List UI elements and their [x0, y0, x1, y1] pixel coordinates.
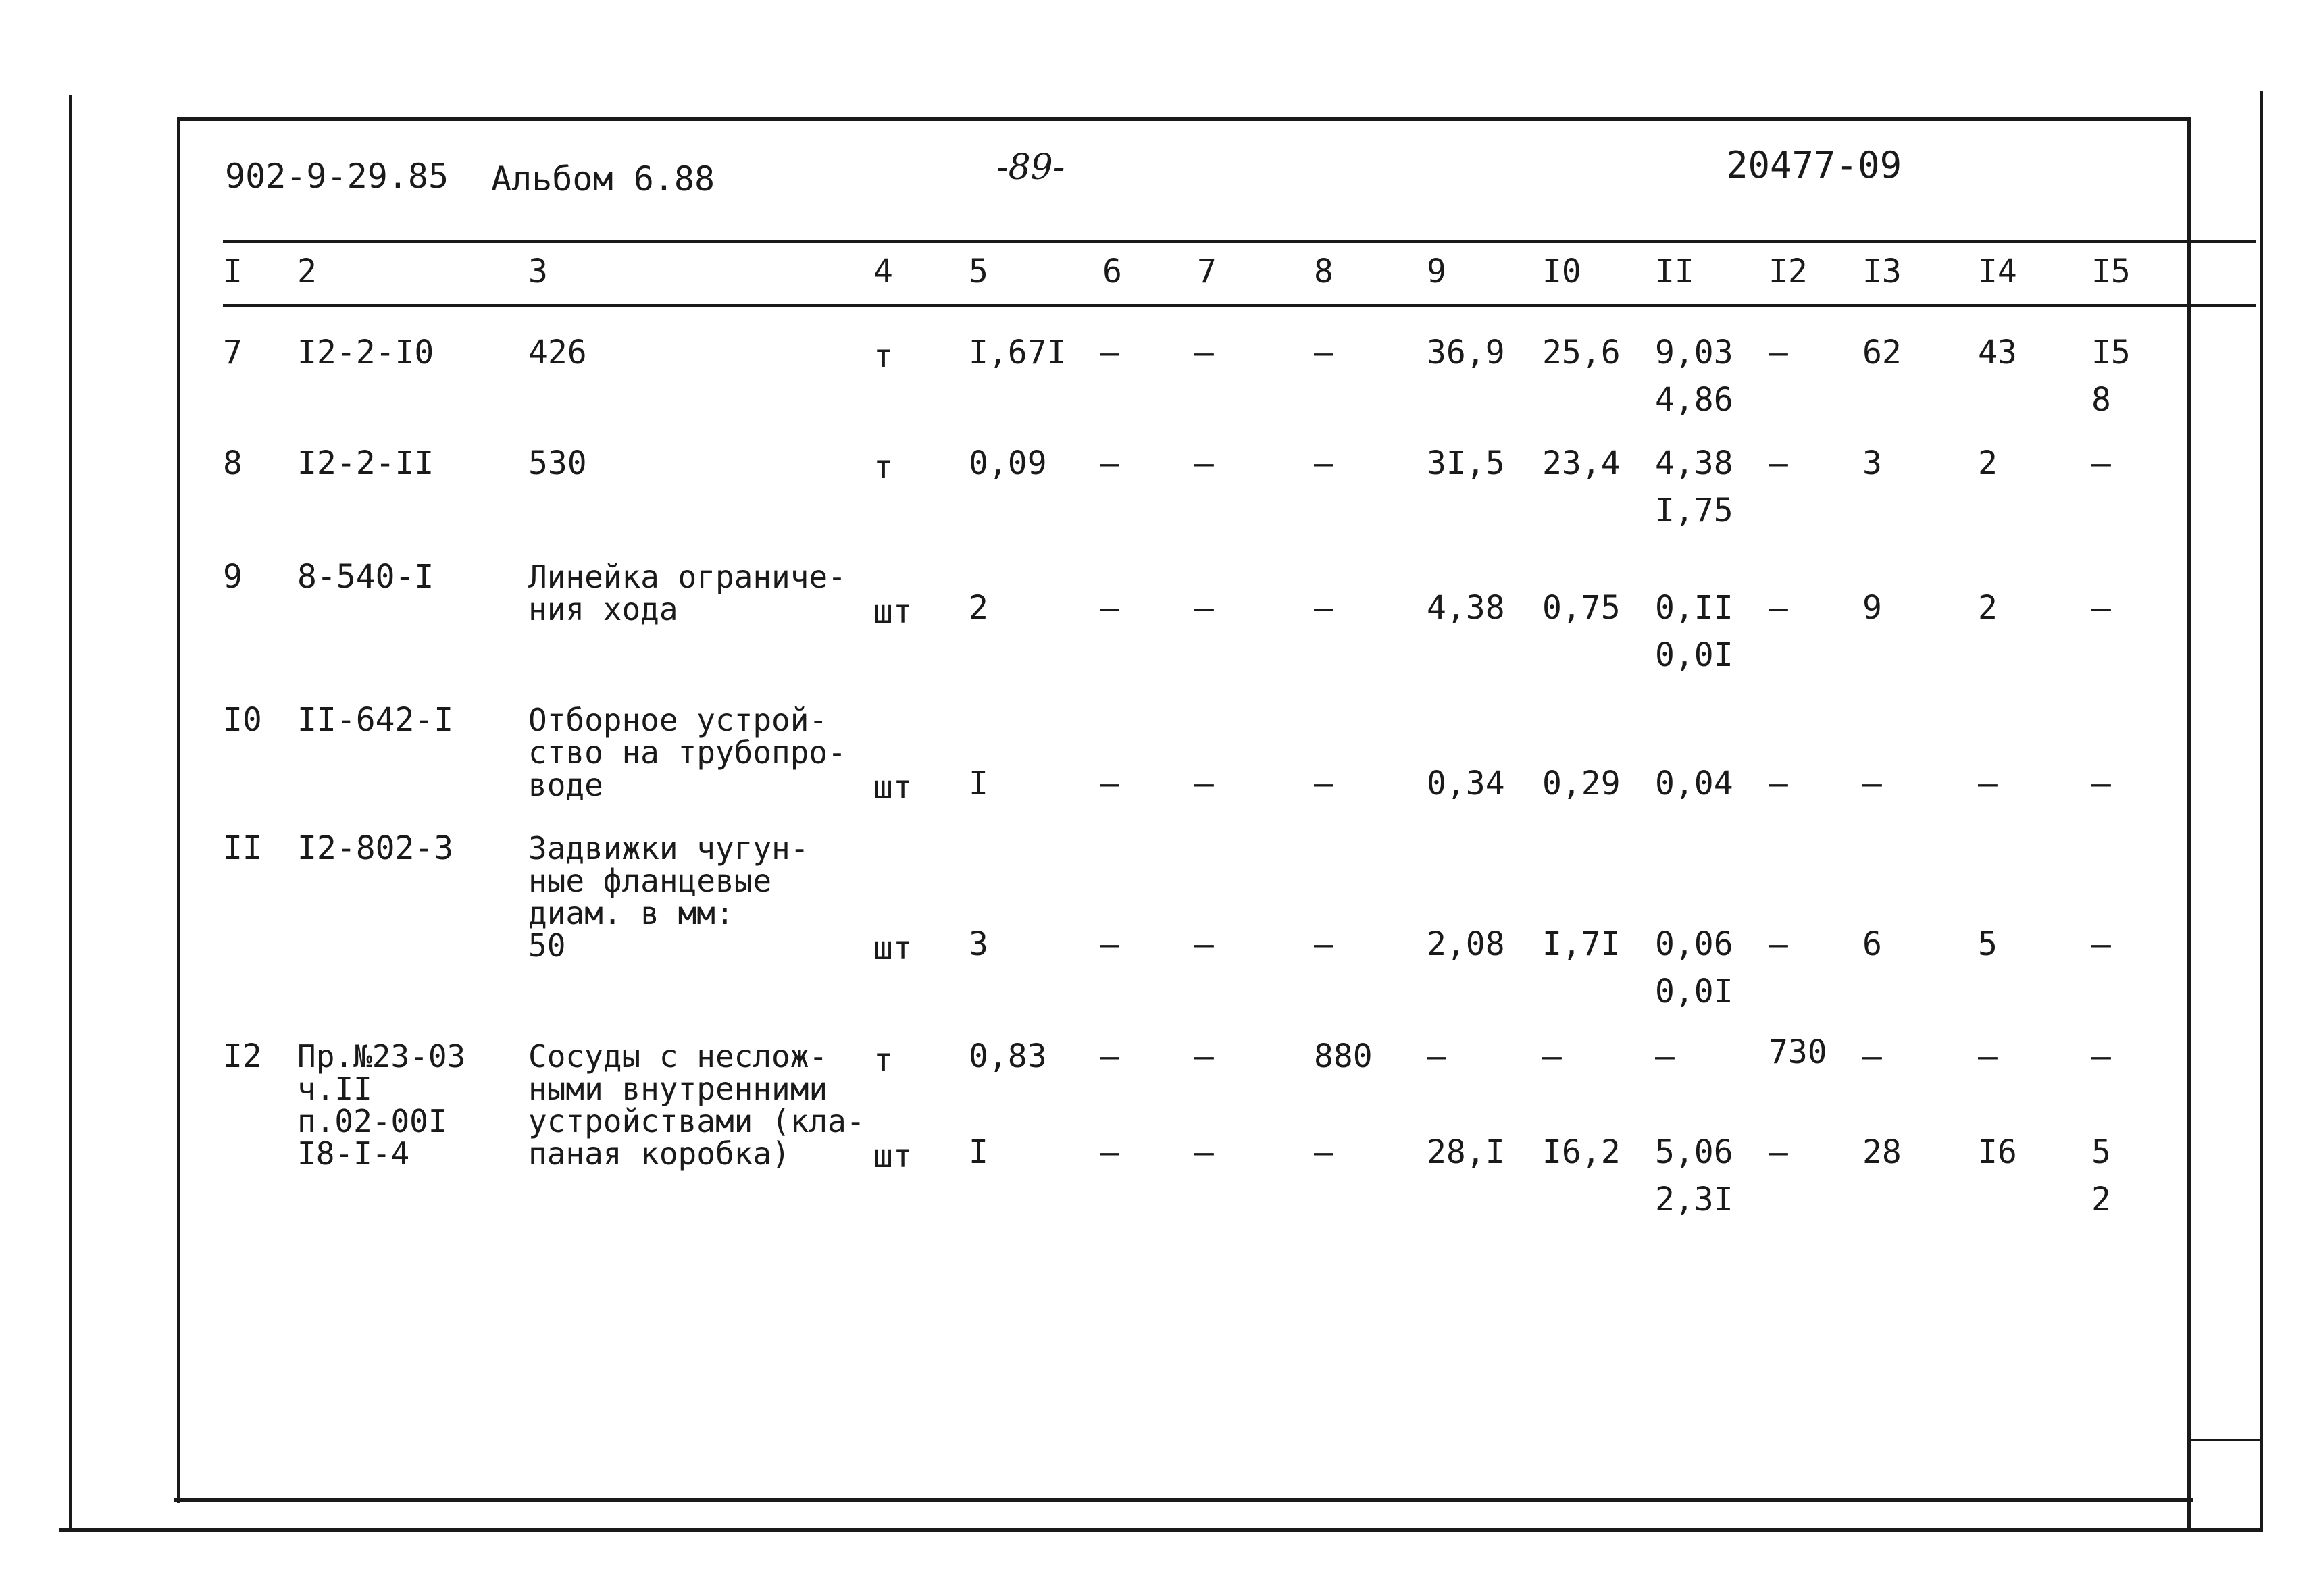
- album-label: Альбом 6.88: [491, 159, 715, 199]
- row-col15-top: –: [2091, 925, 2111, 963]
- row-col15-bottom: 8: [2091, 381, 2111, 419]
- row-number: 9: [223, 558, 243, 596]
- row-col7: –: [1194, 1037, 1214, 1075]
- row-col10: I6,2: [1542, 1133, 1621, 1171]
- row-col10: I,7I: [1542, 925, 1621, 963]
- row-number: I2: [223, 1037, 262, 1075]
- row-col11-bottom: 0,0I: [1655, 636, 1733, 674]
- row-col6: –: [1100, 765, 1119, 802]
- inner-left-border: [177, 117, 180, 1503]
- row-code: 8-540-I: [297, 558, 434, 596]
- row-qty: 3: [969, 925, 988, 963]
- column-header: II: [1655, 253, 1694, 290]
- row-col15-bottom: 2: [2091, 1181, 2111, 1218]
- row-col14: 2: [1978, 444, 1998, 482]
- row-unit: т: [873, 1041, 893, 1079]
- row-code: I2-2-II: [297, 444, 434, 482]
- row-col8: –: [1314, 925, 1333, 963]
- column-header: 5: [969, 253, 988, 290]
- row-col10: 23,4: [1542, 444, 1621, 482]
- row-col15-top: –: [2091, 444, 2111, 482]
- row-qty: 0,83: [969, 1037, 1047, 1075]
- row-unit: шт: [873, 929, 913, 967]
- row-col13: 3: [1862, 444, 1882, 482]
- row-number: 7: [223, 334, 243, 371]
- column-header: 7: [1197, 253, 1217, 290]
- row-col15-top: –: [2091, 1037, 2111, 1075]
- row-col14: 2: [1978, 589, 1998, 627]
- stamp-box-top-line: [2191, 1439, 2260, 1441]
- column-header: I5: [2091, 253, 2131, 290]
- row-col8: 880: [1314, 1037, 1373, 1075]
- row-col15-top: I5: [2091, 334, 2131, 371]
- row-col11-bottom: 4,86: [1655, 381, 1733, 419]
- row-name: Задвижки чугун- ные фланцевые диам. в мм: 50: [528, 830, 809, 964]
- row-number: 8: [223, 444, 243, 482]
- row-name: Сосуды с неслож- ными внутренними устройствами (кла- паная коробка): [528, 1038, 865, 1172]
- row-col10: 0,75: [1542, 589, 1621, 627]
- column-header: 3: [528, 253, 548, 290]
- row-qty: 0,09: [969, 444, 1047, 482]
- row-col13: 62: [1862, 334, 1902, 371]
- row-col7: –: [1194, 925, 1214, 963]
- column-header: I2: [1769, 253, 1808, 290]
- row-code: I2-802-3: [297, 829, 454, 867]
- row-col13: 9: [1862, 589, 1882, 627]
- row-unit: шт: [873, 769, 913, 806]
- row-col13: –: [1862, 765, 1882, 802]
- inner-top-border: [179, 117, 2191, 121]
- row-col13: –: [1862, 1037, 1882, 1075]
- row-col12: –: [1769, 925, 1788, 963]
- row-col8: –: [1314, 765, 1333, 802]
- series-code: 902-9-29.85: [225, 157, 449, 196]
- outer-left-border: [69, 95, 72, 1532]
- row-unit: шт: [873, 1137, 913, 1175]
- row-col9: 0,34: [1427, 765, 1505, 802]
- row-number: II: [223, 829, 262, 867]
- inner-right-border: [2187, 117, 2191, 1532]
- row-name: Линейка ограниче- ния хода: [528, 559, 846, 627]
- row-col14: –: [1978, 765, 1998, 802]
- row-col7: –: [1194, 1133, 1214, 1171]
- row-col6: –: [1100, 334, 1119, 371]
- row-code: Пр.№23-03 ч.II п.02-00I I8-I-4: [297, 1038, 466, 1172]
- row-col13: 28: [1862, 1133, 1902, 1171]
- row-col8: –: [1314, 589, 1333, 627]
- row-col12: –: [1769, 444, 1788, 482]
- row-col12: –: [1769, 1133, 1788, 1171]
- row-qty: I: [969, 1133, 988, 1171]
- row-col11-top: –: [1655, 1037, 1675, 1075]
- row-name: Отборное устрой- ство на трубопро- воде: [528, 702, 846, 803]
- row-col11-bottom: I,75: [1655, 492, 1733, 530]
- row-col13: 6: [1862, 925, 1882, 963]
- column-header: 9: [1427, 253, 1446, 290]
- row-col15-top: –: [2091, 765, 2111, 802]
- row-qty: I: [969, 765, 988, 802]
- row-qty: 2: [969, 589, 988, 627]
- column-header: 6: [1102, 253, 1122, 290]
- row-col12: –: [1769, 589, 1788, 627]
- row-col10: –: [1542, 1037, 1562, 1075]
- row-col8: –: [1314, 334, 1333, 371]
- row-col9: 3I,5: [1427, 444, 1505, 482]
- row-col8: –: [1314, 1133, 1333, 1171]
- row-col11-top: 0,04: [1655, 765, 1733, 802]
- header-separator-line: [223, 240, 2256, 243]
- inner-bottom-border: [174, 1498, 2193, 1502]
- row-col10: 0,29: [1542, 765, 1621, 802]
- row-col14: –: [1978, 1037, 1998, 1075]
- row-col6: –: [1100, 1133, 1119, 1171]
- row-col12: 730: [1769, 1033, 1827, 1071]
- column-header: I0: [1542, 253, 1581, 290]
- column-header: 4: [873, 253, 893, 290]
- document-number: 20477-09: [1726, 144, 1902, 186]
- row-col14: 43: [1978, 334, 2017, 371]
- row-col9: 28,I: [1427, 1133, 1505, 1171]
- row-col10: 25,6: [1542, 334, 1621, 371]
- row-unit: шт: [873, 593, 913, 631]
- row-col14: I6: [1978, 1133, 2017, 1171]
- row-col11-top: 9,03: [1655, 334, 1733, 371]
- row-col7: –: [1194, 444, 1214, 482]
- row-code: I2-2-I0: [297, 334, 434, 371]
- column-header-bottom-line: [223, 304, 2256, 307]
- row-unit: т: [873, 448, 893, 486]
- row-col6: –: [1100, 444, 1119, 482]
- column-header: I3: [1862, 253, 1902, 290]
- outer-right-border: [2260, 91, 2263, 1532]
- row-col11-bottom: 0,0I: [1655, 973, 1733, 1010]
- outer-bottom-border: [59, 1528, 2263, 1532]
- row-code: II-642-I: [297, 701, 454, 739]
- row-col15-top: –: [2091, 589, 2111, 627]
- row-col8: –: [1314, 444, 1333, 482]
- row-col6: –: [1100, 1037, 1119, 1075]
- row-col9: 36,9: [1427, 334, 1505, 371]
- row-col12: –: [1769, 765, 1788, 802]
- row-col7: –: [1194, 334, 1214, 371]
- row-col7: –: [1194, 589, 1214, 627]
- page-number: -89-: [996, 147, 1065, 188]
- row-name: 530: [528, 444, 587, 482]
- column-header: 8: [1314, 253, 1333, 290]
- row-col11-top: 5,06: [1655, 1133, 1733, 1171]
- column-header: I4: [1978, 253, 2017, 290]
- row-col15-top: 5: [2091, 1133, 2111, 1171]
- row-col11-bottom: 2,3I: [1655, 1181, 1733, 1218]
- row-col6: –: [1100, 589, 1119, 627]
- row-unit: т: [873, 338, 893, 376]
- column-header: I: [223, 253, 243, 290]
- row-name: 426: [528, 334, 587, 371]
- row-number: I0: [223, 701, 262, 739]
- row-col9: –: [1427, 1037, 1446, 1075]
- column-header: 2: [297, 253, 317, 290]
- row-col11-top: 0,06: [1655, 925, 1733, 963]
- row-col6: –: [1100, 925, 1119, 963]
- row-col12: –: [1769, 334, 1788, 371]
- row-col9: 4,38: [1427, 589, 1505, 627]
- row-col7: –: [1194, 765, 1214, 802]
- row-col11-top: 4,38: [1655, 444, 1733, 482]
- row-col14: 5: [1978, 925, 1998, 963]
- row-col11-top: 0,II: [1655, 589, 1733, 627]
- row-qty: I,67I: [969, 334, 1067, 371]
- row-col9: 2,08: [1427, 925, 1505, 963]
